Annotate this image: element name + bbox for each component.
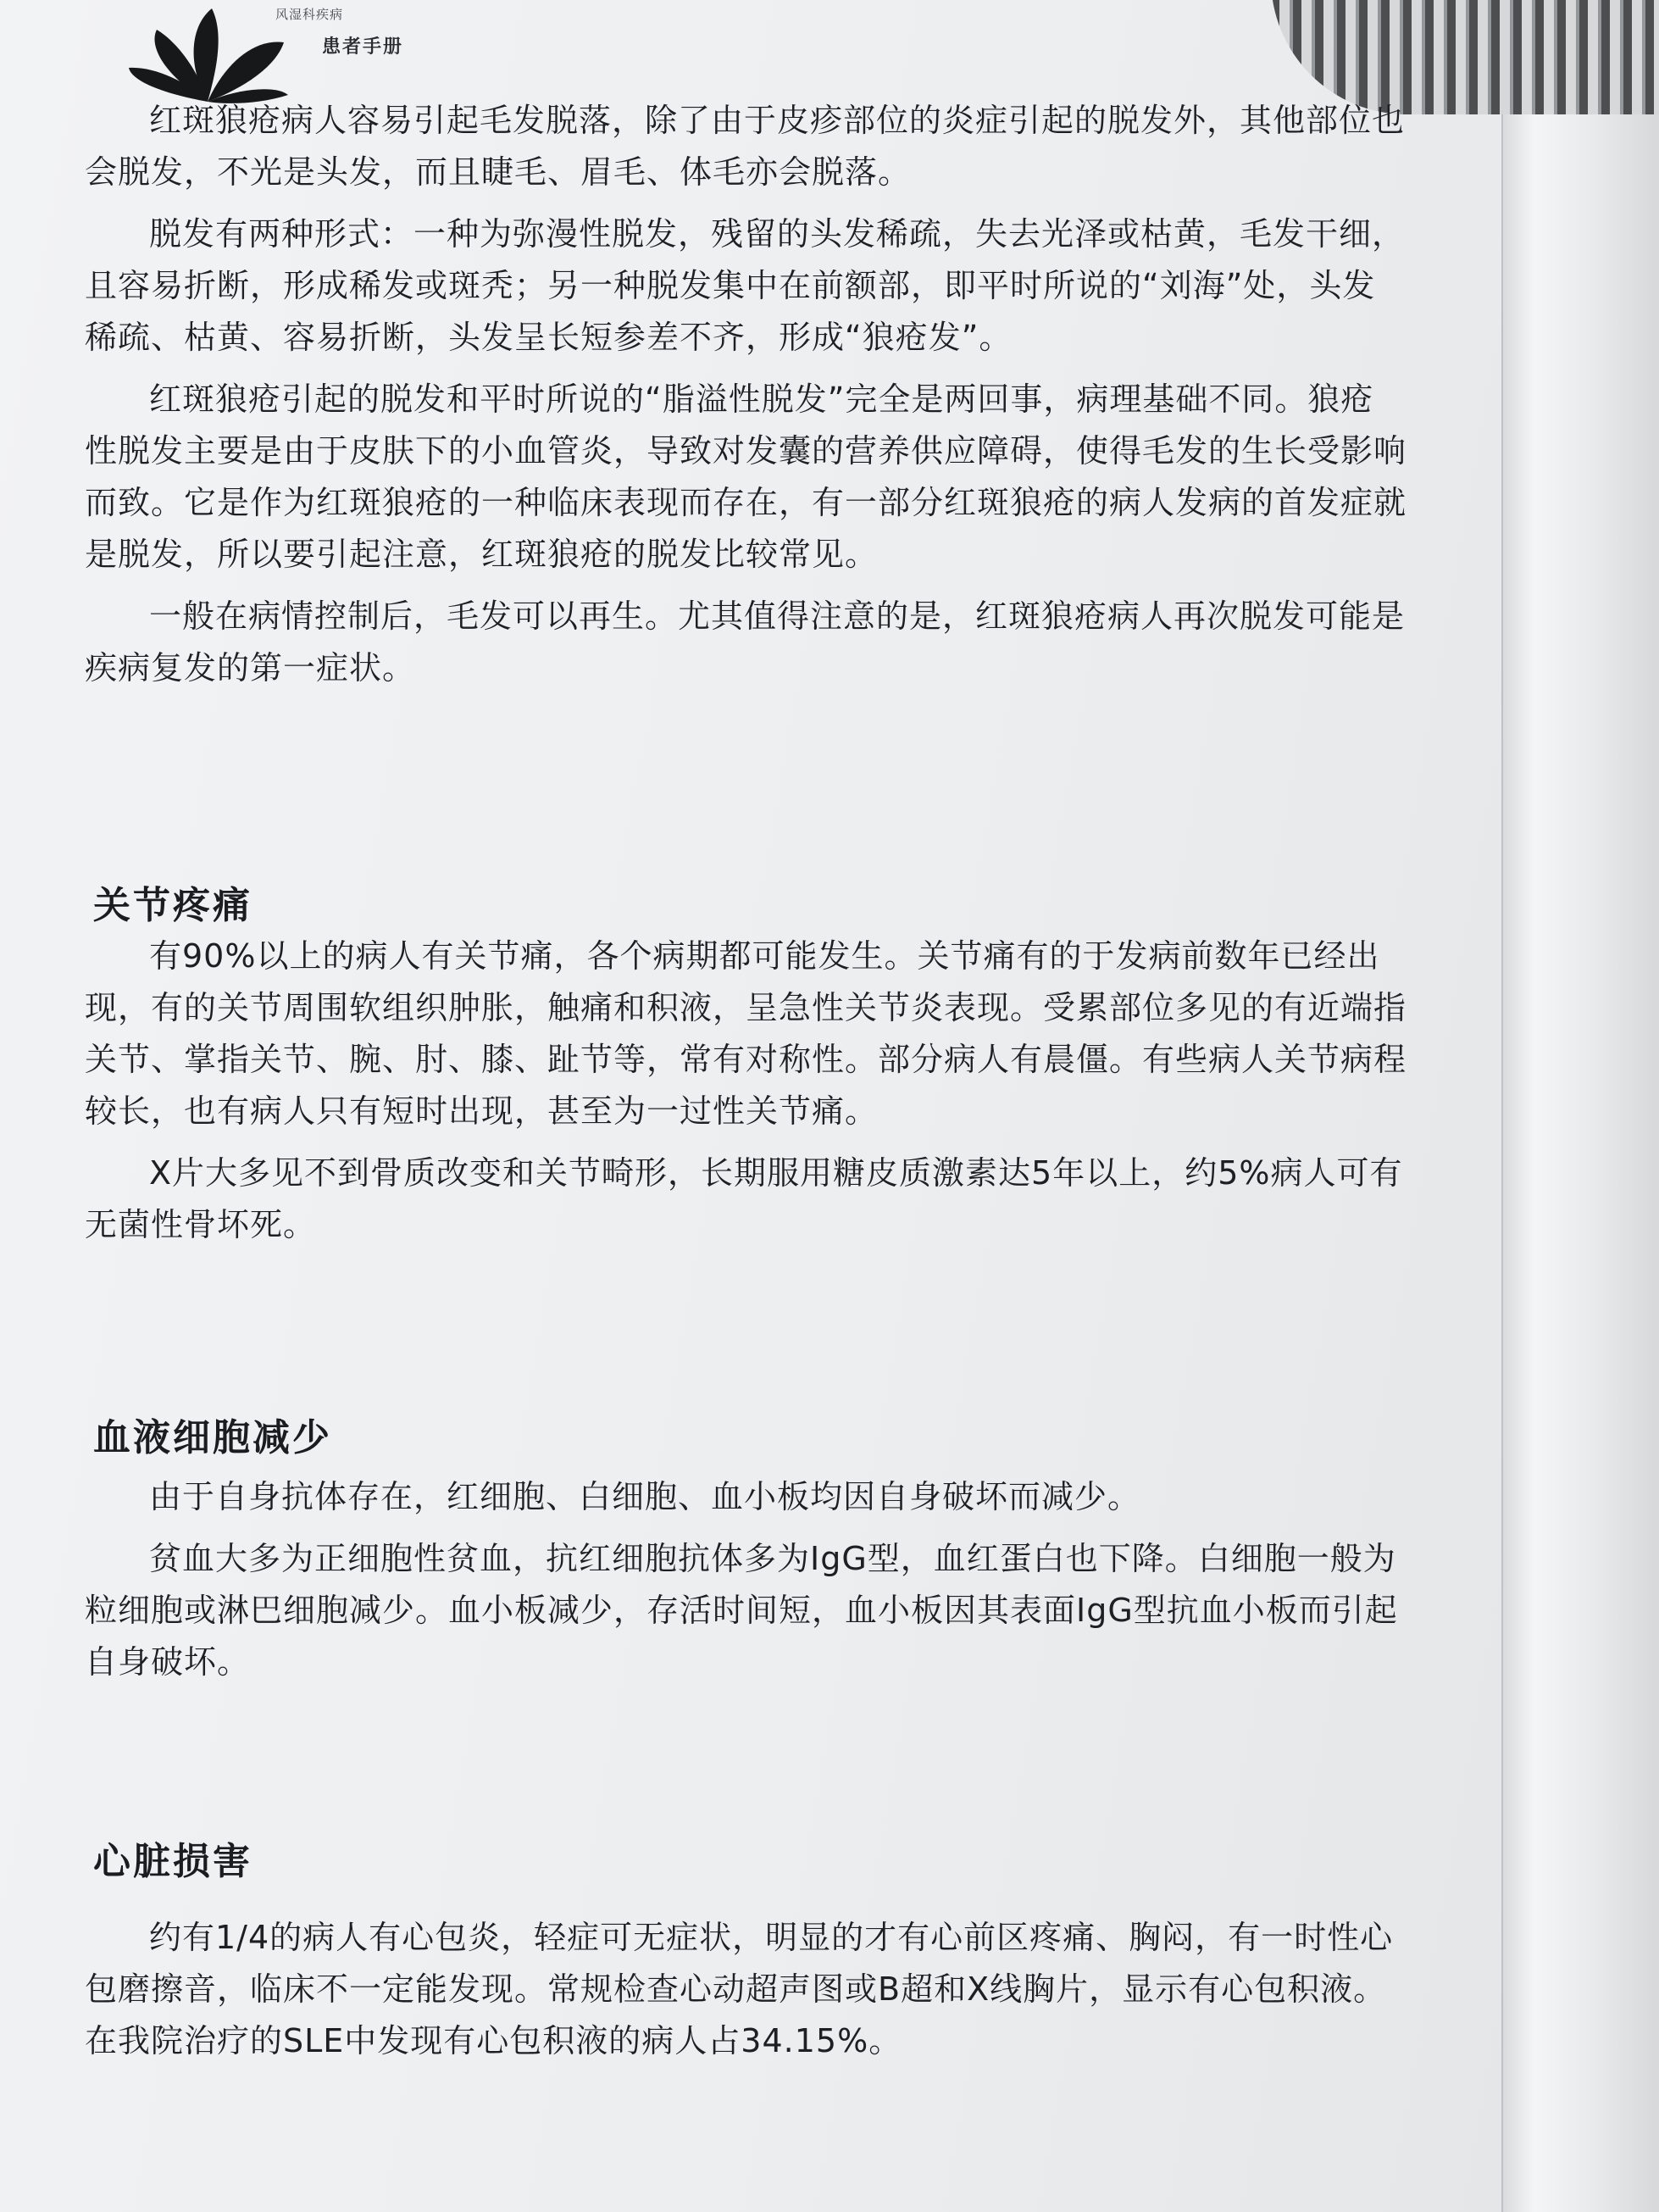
- heart-damage-section: [85, 1912, 1407, 2067]
- paragraph: 贫血大多为正细胞性贫血，抗红细胞抗体多为IgG型，血红蛋白也下降。白细胞一般为粒细胞或淋巴细胞减少。血小板减少，存活时间短，血小板因其表面IgG型抗血小板而引起自身破坏。: [85, 1540, 1398, 1681]
- next-page-edge: [1501, 110, 1659, 2212]
- paragraph: 脱发有两种形式：一种为弥漫性脱发，残留的头发稀疏，失去光泽或枯黄，毛发干细，且容易折断，形成稀发或斑秃；另一种脱发集中在前额部，即平时所说的“刘海”处，头发稀疏、枯黄、容易折断，头发呈长短参差不齐，形成“狼疮发”。: [85, 215, 1406, 356]
- paragraph: 约有1/4的病人有心包炎，轻症可无症状，明显的才有心前区疼痛、胸闷，有一时性心包磨擦音，临床不一定能发现。常规检查心动超声图或B超和X线胸片，显示有心包积液。在我院治疗的SLE中发现有心包积液的病人占34.15%。: [85, 1919, 1394, 2059]
- joint-pain-section: [85, 931, 1407, 1251]
- paragraph: 红斑狼疮引起的脱发和平时所说的“脂溢性脱发”完全是两回事，病理基础不同。狼疮性脱发主要是由于皮肤下的小血管炎，导致对发囊的营养供应障碍，使得毛发的生长受影响而致。它是作为红斑狼疮的一种临床表现而存在，有一部分红斑狼疮的病人发病的首发症就是脱发，所以要引起注意，红斑狼疮的脱发比较常见。: [85, 381, 1407, 573]
- paragraph: 红斑狼疮病人容易引起毛发脱落，除了由于皮疹部位的炎症引起的脱发外，其他部位也会脱发，不光是头发，而且睫毛、眉毛、体毛亦会脱落。: [85, 102, 1406, 191]
- header-category: 风湿科疾病: [275, 7, 344, 22]
- blood-cells-section: [85, 1471, 1407, 1688]
- paragraph: X片大多见不到骨质改变和关节畸形，长期服用糖皮质激素达5年以上，约5%病人可有无菌性骨坏死。: [85, 1154, 1403, 1243]
- paragraph: 由于自身抗体存在，红细胞、白细胞、血小板均因自身破坏而减少。: [149, 1478, 1141, 1515]
- paragraph: 有90%以上的病人有关节痛，各个病期都可能发生。关节痛有的于发病前数年已经出现，有的关节周围软组织肿胀，触痛和积液，呈急性关节炎表现。受累部位多见的有近端指关节、掌指关节、腕、肘、膝、趾节等，常有对称性。部分病人有晨僵。有些病人关节病程较长，也有病人只有短时出现，甚至为一过性关节痛。: [85, 937, 1407, 1130]
- section-heading-heart: 心脏损害: [93, 1840, 252, 1883]
- header-title: 患者手册: [322, 36, 404, 58]
- section-heading-blood: 血液细胞减少: [93, 1416, 332, 1459]
- paragraph: 一般在病情控制后，毛发可以再生。尤其值得注意的是，红斑狼疮病人再次脱发可能是疾病复发的第一症状。: [85, 597, 1406, 686]
- hair-loss-section: [85, 95, 1407, 694]
- section-heading-joint: 关节疼痛: [93, 884, 252, 927]
